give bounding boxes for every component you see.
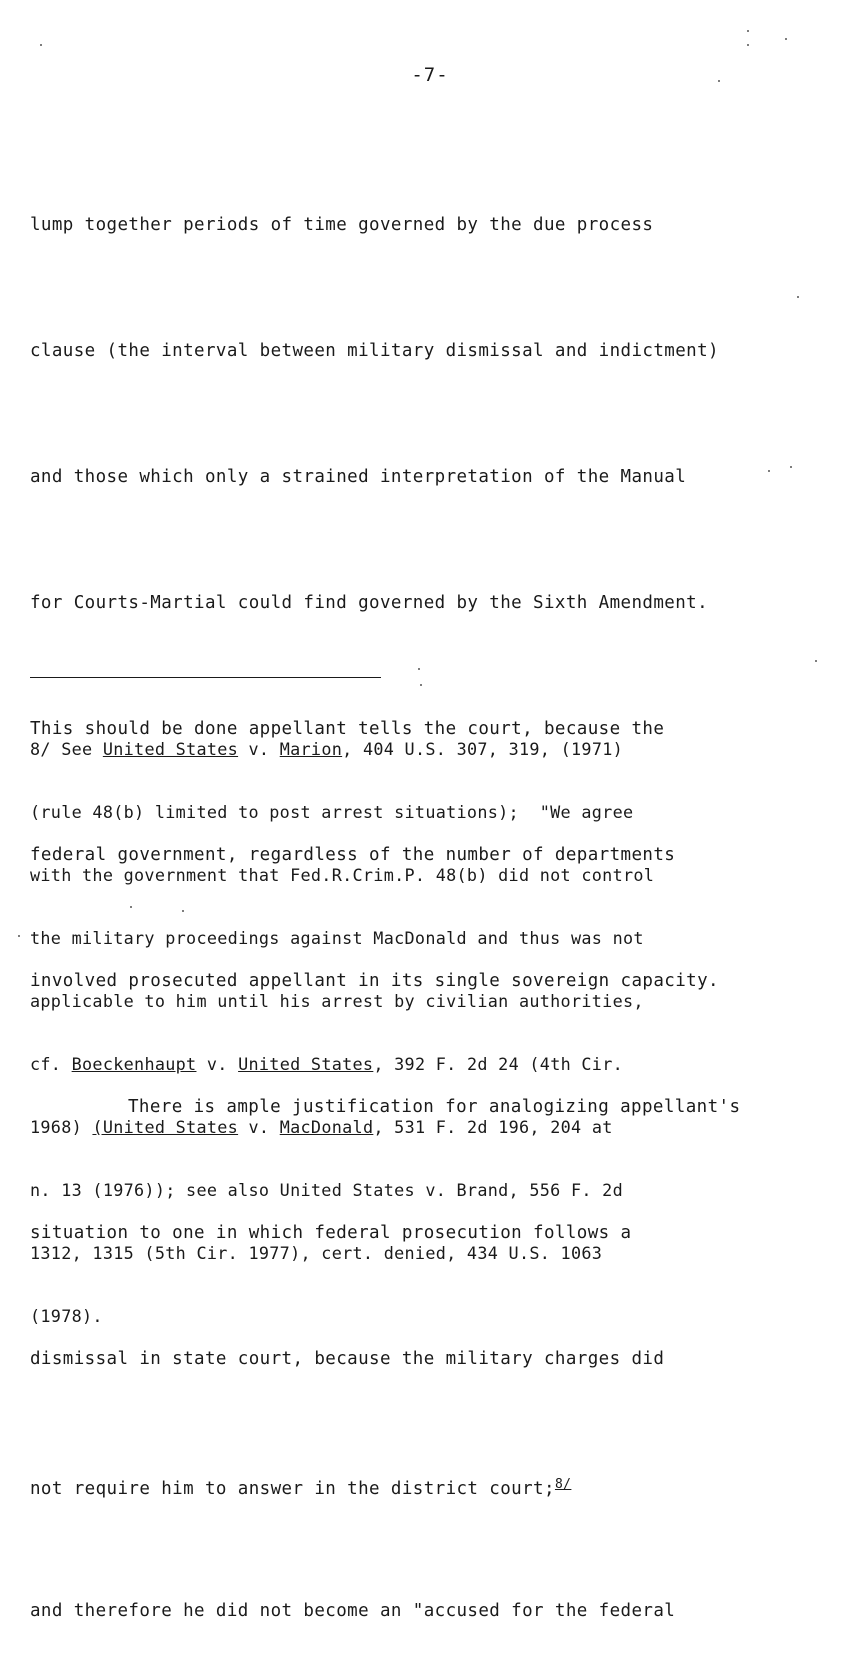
body-line: lump together periods of time governed by the due process (30, 215, 654, 235)
scan-speck (747, 44, 749, 46)
footnote-line (30, 1117, 850, 1138)
footnote-line: n. 13 (1976)); see also United States v. Brand, 556 F. 2d (30, 1180, 623, 1200)
body-line: and therefore he did not become an "accused for the federal (30, 1601, 676, 1621)
body-line: federal government, regardless of the number of departments (30, 845, 676, 865)
scan-speck (815, 660, 817, 662)
case-versus: v. (248, 1117, 270, 1137)
case-name: United States (238, 1054, 374, 1074)
body-line: This should be done appellant tells the court, because the (30, 719, 665, 739)
scan-speck (747, 30, 749, 32)
body-line-with-footnote-ref (30, 1464, 850, 1506)
body-line-text: not require him to answer in the district court; (30, 1479, 555, 1499)
case-name: Boeckenhaupt (71, 1054, 197, 1074)
footnote-see: See (61, 739, 93, 759)
footnote-line (30, 739, 850, 760)
body-line: for Courts-Martial could find governed by the Sixth Amendment. (30, 593, 709, 613)
case-name: United States (102, 739, 239, 759)
scan-speck (420, 684, 422, 686)
footnote-reference: 8/ (554, 1477, 572, 1492)
citation: , 531 F. 2d 196, 204 at (373, 1117, 613, 1137)
footnote-line: with the government that Fed.R.Crim.P. 48(b) did not control (30, 865, 655, 885)
scan-speck (18, 935, 20, 937)
footnote-line: applicable to him until his arrest by civilian authorities, (30, 991, 644, 1011)
footnote-marker: 8/ (30, 739, 51, 759)
footnote-line: (rule 48(b) limited to post arrest situations); "We agree (30, 802, 634, 822)
footnote-cf: cf. (30, 1054, 62, 1074)
citation: , 404 U.S. 307, 319, (1971) (342, 739, 624, 759)
body-line-paragraph-start: There is ample justification for analogizing appellant's (128, 1097, 741, 1117)
footnote-line (30, 1054, 850, 1075)
case-versus: v. (248, 739, 270, 759)
scan-speck (418, 668, 420, 670)
scan-speck (130, 906, 132, 908)
case-name: Marion (279, 739, 343, 759)
footnote-divider (30, 677, 381, 678)
body-line: clause (the interval between military dismissal and indictment) (30, 341, 719, 361)
scan-speck (790, 466, 792, 468)
citation: , 392 F. 2d 24 (4th Cir. (373, 1054, 624, 1074)
page-number: -7- (411, 64, 449, 86)
body-line: dismissal in state court, because the military charges did (30, 1349, 665, 1369)
scan-speck (768, 470, 770, 472)
scan-speck (797, 296, 799, 298)
footnote-line: the military proceedings against MacDonald and thus was not (30, 928, 644, 948)
scan-speck (718, 80, 720, 82)
body-line: involved prosecuted appellant in its single sovereign capacity. (30, 971, 719, 991)
scan-speck (182, 910, 184, 912)
case-versus: v. (206, 1054, 228, 1074)
footnote (30, 697, 850, 1348)
footnote-line: 1312, 1315 (5th Cir. 1977), cert. denied, 434 U.S. 1063 (30, 1243, 603, 1263)
case-name: MacDonald (279, 1117, 374, 1137)
scan-speck (785, 38, 787, 40)
body-line: situation to one in which federal prosecution follows a (30, 1223, 632, 1243)
scan-speck (40, 44, 42, 46)
body-line: and those which only a strained interpretation of the Manual (30, 467, 687, 487)
footnote-line: (1978). (30, 1306, 103, 1326)
case-name: (United States (92, 1117, 239, 1137)
footnote-year: 1968) (30, 1117, 83, 1137)
